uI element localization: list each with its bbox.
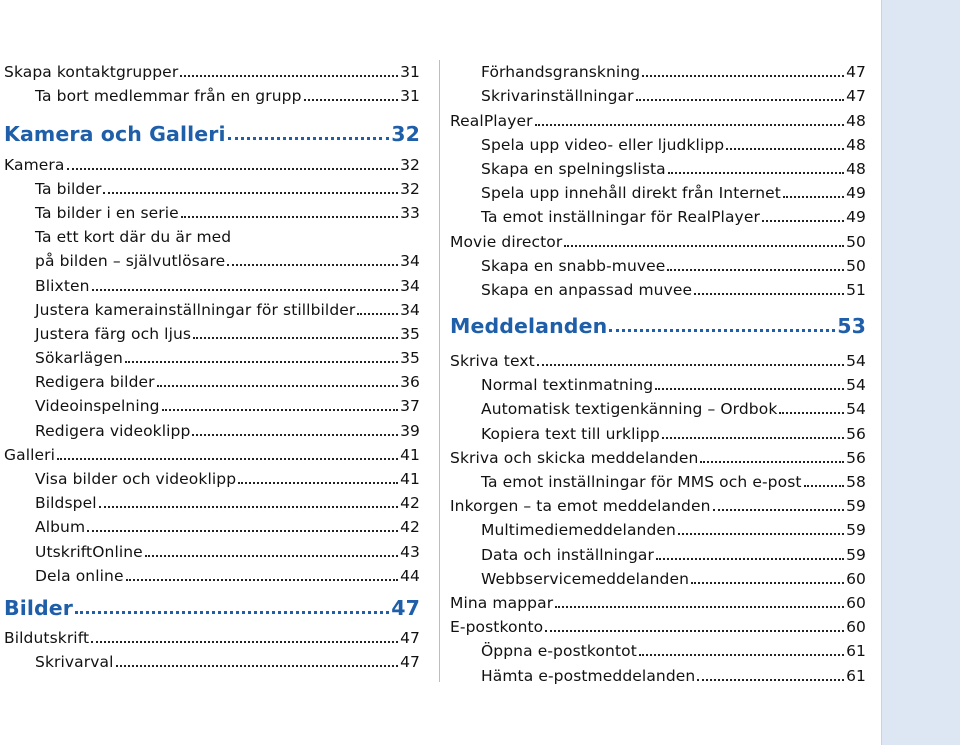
- page-number: 43: [400, 542, 420, 561]
- dot-leader: [545, 630, 844, 632]
- toc-entry-label: Inkorgen – ta emot meddelanden: [450, 497, 711, 516]
- page-number: 47: [846, 63, 866, 82]
- toc-entry-webbservicemeddelanden[interactable]: [450, 564, 866, 588]
- toc-entry-label: Webbservicemeddelanden: [481, 569, 690, 588]
- page-number: 48: [846, 111, 866, 130]
- page-number: 34: [400, 252, 420, 271]
- toc-entry-multimediemeddelanden[interactable]: [450, 515, 866, 539]
- toc-entry-label: Förhandsgranskning: [481, 63, 641, 82]
- toc-entry-skrivarinstallningar[interactable]: [450, 81, 866, 105]
- toc-entry-label: Spela upp innehåll direkt från Internet: [481, 184, 781, 203]
- toc-entry-kopiera-text-till-urklipp[interactable]: [450, 418, 866, 442]
- toc-entry-label: Justera färg och ljus: [35, 324, 192, 343]
- toc-entry-label: Ta bort medlemmar från en grupp: [35, 87, 302, 106]
- page-number: 49: [846, 208, 866, 227]
- toc-entry-ta-emot-installningar-for-mms-och-e-post[interactable]: [450, 467, 866, 491]
- dot-leader: [145, 555, 398, 557]
- toc-entry-label: Skapa en spelningslista: [481, 159, 666, 178]
- page-number: 54: [846, 352, 866, 371]
- dot-leader: [99, 506, 398, 508]
- toc-entry-dela-online[interactable]: [4, 561, 420, 585]
- page-number: 61: [846, 666, 866, 685]
- page-number: 48: [846, 135, 866, 154]
- dot-leader: [180, 75, 398, 77]
- dot-leader: [75, 611, 389, 614]
- toc-entry-normal-textinmatning[interactable]: [450, 370, 866, 394]
- toc-entry-label: Videoinspelning: [35, 397, 160, 416]
- page-number: 41: [400, 445, 420, 464]
- page-number: 58: [846, 473, 866, 491]
- page-number: 51: [846, 280, 866, 299]
- page-number: 32: [391, 122, 420, 147]
- page-number: 34: [400, 276, 420, 295]
- page-number: 53: [837, 313, 866, 338]
- toc-entry-bildspel[interactable]: [4, 488, 420, 512]
- toc-entry-label: Skriva text: [450, 352, 535, 371]
- toc-entry-label: Skapa en snabb-muvee: [481, 256, 666, 275]
- toc-entry-skapa-en-spelningslista[interactable]: [450, 154, 866, 178]
- toc-section-title: Kamera och Galleri: [4, 122, 226, 147]
- toc-entry-justera-farg-och-ljus[interactable]: [4, 319, 420, 343]
- dot-leader: [125, 361, 398, 363]
- page-number: 59: [846, 521, 866, 540]
- dot-leader: [564, 245, 844, 247]
- dot-leader: [726, 148, 844, 150]
- page-number: 47: [846, 87, 866, 106]
- page-number: 54: [846, 376, 866, 395]
- dot-leader: [87, 530, 398, 532]
- toc-entry-sokarlagen[interactable]: [4, 343, 420, 367]
- toc-entry-redigera-bilder[interactable]: [4, 367, 420, 391]
- page-number: 56: [846, 424, 866, 443]
- toc-entry-label: Album: [35, 518, 86, 537]
- page-number: 35: [400, 349, 420, 368]
- dot-leader: [193, 337, 398, 339]
- toc-entry-label: Bildutskrift: [4, 628, 90, 647]
- toc-entry-skapa-kontaktgrupper[interactable]: [4, 57, 420, 81]
- page-number: 34: [400, 300, 420, 319]
- dot-leader: [694, 293, 844, 295]
- toc-entry-utskriftonline[interactable]: [4, 536, 420, 560]
- toc-entry-oppna-e-postkontot[interactable]: [450, 636, 866, 660]
- toc-entry-spela-upp-video-eller-ljudklipp[interactable]: [450, 130, 866, 154]
- toc-entry-label: Öppna e-postkontot: [481, 642, 637, 661]
- toc-entry-label: UtskriftOnline: [35, 542, 143, 561]
- toc-entry-label: E-postkonto: [450, 618, 544, 637]
- page-number: 39: [400, 421, 420, 440]
- toc-entry-skapa-en-snabb-muvee[interactable]: [450, 251, 866, 275]
- toc-entry-justera-kamerainstallningar-for-stillbilder[interactable]: [4, 295, 420, 319]
- page-number: 31: [400, 63, 420, 82]
- toc-entry-label: Skriva och skicka meddelanden: [450, 448, 699, 467]
- page-number: 32: [400, 179, 420, 198]
- toc-entry-label: Skrivarinställningar: [481, 87, 634, 106]
- dot-leader: [639, 654, 844, 656]
- toc-entry-label: Skrivarval: [35, 653, 114, 672]
- toc-entry-label: Blixten: [35, 276, 90, 295]
- dot-leader: [642, 75, 844, 77]
- toc-entry-label: på bilden – självutlösare: [35, 252, 226, 271]
- toc-entry-skapa-en-anpassad-muvee[interactable]: [450, 275, 866, 299]
- toc-entry-label: Dela online: [35, 566, 124, 585]
- toc-entry-blixten[interactable]: [4, 270, 420, 294]
- dot-leader: [668, 172, 844, 174]
- toc-entry-e-postkonto[interactable]: [450, 612, 866, 636]
- page-number: 59: [846, 497, 866, 516]
- dot-leader: [162, 409, 398, 411]
- toc-entry-label: Mina mappar: [450, 593, 554, 612]
- dot-leader: [713, 509, 845, 511]
- toc-entry-label: Justera kamerainställningar för stillbilder: [35, 300, 356, 319]
- dot-leader: [537, 364, 844, 366]
- page-number: 47: [391, 595, 420, 620]
- toc-section-title: Meddelanden: [450, 313, 608, 338]
- page-number: 47: [400, 628, 420, 647]
- toc-section-bilder[interactable]: [4, 585, 420, 623]
- toc-entry-bildutskrift[interactable]: [4, 623, 420, 647]
- page-number: 42: [400, 494, 420, 513]
- toc-entry-forhandsgranskning[interactable]: [450, 57, 866, 81]
- dot-leader: [700, 461, 844, 463]
- toc-left-column: [4, 57, 420, 671]
- toc-entry-galleri[interactable]: [4, 440, 420, 464]
- page-number: 49: [846, 184, 866, 203]
- dot-leader: [678, 533, 844, 535]
- toc-entry-label: Kamera: [4, 155, 65, 174]
- toc-entry-label: Ta ett kort där du är med: [35, 228, 232, 247]
- toc-entry-mina-mappar[interactable]: [450, 588, 866, 612]
- page-number: 48: [846, 159, 866, 178]
- dot-leader: [116, 665, 399, 667]
- page-number: 47: [400, 653, 420, 672]
- dot-leader: [655, 388, 844, 390]
- dot-leader: [103, 192, 398, 194]
- toc-entry-label: Bildspel: [35, 494, 97, 513]
- toc-entry-visa-bilder-och-videoklipp[interactable]: [4, 464, 420, 488]
- dot-leader: [762, 220, 844, 222]
- toc-entry-inkorgen-ta-emot-meddelanden[interactable]: [450, 491, 866, 515]
- toc-entry-spela-upp-innehall-direkt-fran-internet[interactable]: [450, 178, 866, 202]
- page-number: 32: [400, 155, 420, 174]
- toc-entry-videoinspelning[interactable]: [4, 391, 420, 415]
- dot-leader: [157, 385, 398, 387]
- toc-entry-label: Automatisk textigenkänning – Ordbok: [481, 400, 778, 419]
- dot-leader: [67, 168, 399, 170]
- dot-leader: [91, 641, 398, 643]
- toc-right-column: [450, 57, 866, 685]
- dot-leader: [238, 482, 398, 484]
- toc-entry-redigera-videoklipp[interactable]: [4, 415, 420, 439]
- toc-entry-label: Galleri: [4, 445, 56, 464]
- dot-leader: [181, 216, 398, 218]
- dot-leader: [697, 679, 844, 681]
- dot-leader: [92, 289, 399, 291]
- dot-leader: [662, 437, 844, 439]
- dot-leader: [357, 313, 398, 315]
- toc-entry-automatisk-textigenkanning-ordbok[interactable]: [450, 394, 866, 418]
- toc-entry-label: Visa bilder och videoklipp: [35, 470, 237, 488]
- toc-entry-ta-bilder-i-en-serie[interactable]: [4, 198, 420, 222]
- dot-leader: [636, 99, 844, 101]
- toc-entry-label: Ta emot inställningar för MMS och e-post: [481, 473, 802, 491]
- toc-entry-skriva-och-skicka-meddelanden[interactable]: [450, 443, 866, 467]
- page-number: 37: [400, 397, 420, 416]
- toc-entry-ta-bilder[interactable]: [4, 174, 420, 198]
- dot-leader: [609, 329, 835, 332]
- dot-leader: [804, 485, 845, 487]
- toc-entry-label: Redigera videoklipp: [35, 421, 191, 440]
- page-number: 60: [846, 593, 866, 612]
- page-number: 60: [846, 569, 866, 588]
- toc-entry-label: Redigera bilder: [35, 373, 155, 392]
- dot-leader: [57, 458, 398, 460]
- dot-leader: [667, 269, 844, 271]
- page-number: 50: [846, 256, 866, 275]
- toc-entry-label: Ta emot inställningar för RealPlayer: [481, 208, 760, 227]
- page-number: 54: [846, 400, 866, 419]
- toc-entry-label: Sökarlägen: [35, 349, 123, 368]
- toc-entry-data-och-installningar[interactable]: [450, 539, 866, 563]
- page-number: 61: [846, 642, 866, 661]
- toc-entry-label: Skapa en anpassad muvee: [481, 280, 693, 299]
- toc-entry-ta-bort-medlemmar-fran-en-grupp[interactable]: [4, 81, 420, 105]
- toc-entry-ta-ett-kort-dar-du-ar-med[interactable]: [4, 222, 420, 246]
- page-number: 50: [846, 232, 866, 251]
- toc-entry-label: Hämta e-postmeddelanden: [481, 666, 696, 685]
- dot-leader: [691, 582, 844, 584]
- dot-leader: [228, 137, 390, 140]
- dot-leader: [126, 579, 398, 581]
- toc-entry-label: Spela upp video- eller ljudklipp: [481, 135, 725, 154]
- page-number: 35: [400, 324, 420, 343]
- toc-entry-label: Skapa kontaktgrupper: [4, 63, 179, 82]
- dot-leader: [656, 558, 844, 560]
- toc-entry-hamta-e-postmeddelanden[interactable]: [450, 660, 866, 684]
- toc-entry-movie-director[interactable]: [450, 226, 866, 250]
- page-number: 41: [400, 470, 420, 488]
- dot-leader: [555, 606, 844, 608]
- dot-leader: [227, 264, 398, 266]
- toc-section-title: Bilder: [4, 595, 73, 620]
- dot-leader: [779, 412, 844, 414]
- toc-entry-skriva-text[interactable]: [450, 346, 866, 370]
- toc-entry-label: Multimediemeddelanden: [481, 521, 676, 540]
- toc-entry-realplayer[interactable]: [450, 105, 866, 129]
- toc-section-meddelanden[interactable]: [450, 299, 866, 346]
- toc-entry-pa-bilden-sjalvutlosare[interactable]: [4, 246, 420, 270]
- toc-section-kamera-och-galleri[interactable]: [4, 105, 420, 149]
- side-band: [882, 0, 960, 745]
- page-number: 31: [400, 87, 420, 106]
- page-number: 56: [846, 448, 866, 467]
- toc-entry-skrivarval[interactable]: [4, 647, 420, 671]
- toc-entry-label: Kopiera text till urklipp: [481, 424, 660, 443]
- page-number: 33: [400, 203, 420, 222]
- toc-entry-album[interactable]: [4, 512, 420, 536]
- page-number: 36: [400, 373, 420, 392]
- toc-entry-label: Movie director: [450, 232, 563, 251]
- page-number: 42: [400, 518, 420, 537]
- column-divider: [439, 60, 440, 682]
- toc-entry-label: Ta bilder: [35, 179, 102, 198]
- toc-entry-label: Normal textinmatning: [481, 376, 654, 395]
- page-number: 59: [846, 545, 866, 564]
- toc-entry-ta-emot-installningar-for-realplayer[interactable]: [450, 202, 866, 226]
- toc-entry-label: RealPlayer: [450, 111, 533, 130]
- toc-entry-kamera[interactable]: [4, 149, 420, 173]
- toc-entry-label: Data och inställningar: [481, 545, 654, 564]
- page-number: 60: [846, 618, 866, 637]
- toc-entry-label: Ta bilder i en serie: [35, 203, 179, 222]
- dot-leader: [304, 99, 399, 101]
- dot-leader: [535, 124, 844, 126]
- page-number: 44: [400, 566, 420, 585]
- dot-leader: [192, 434, 398, 436]
- dot-leader: [783, 196, 844, 198]
